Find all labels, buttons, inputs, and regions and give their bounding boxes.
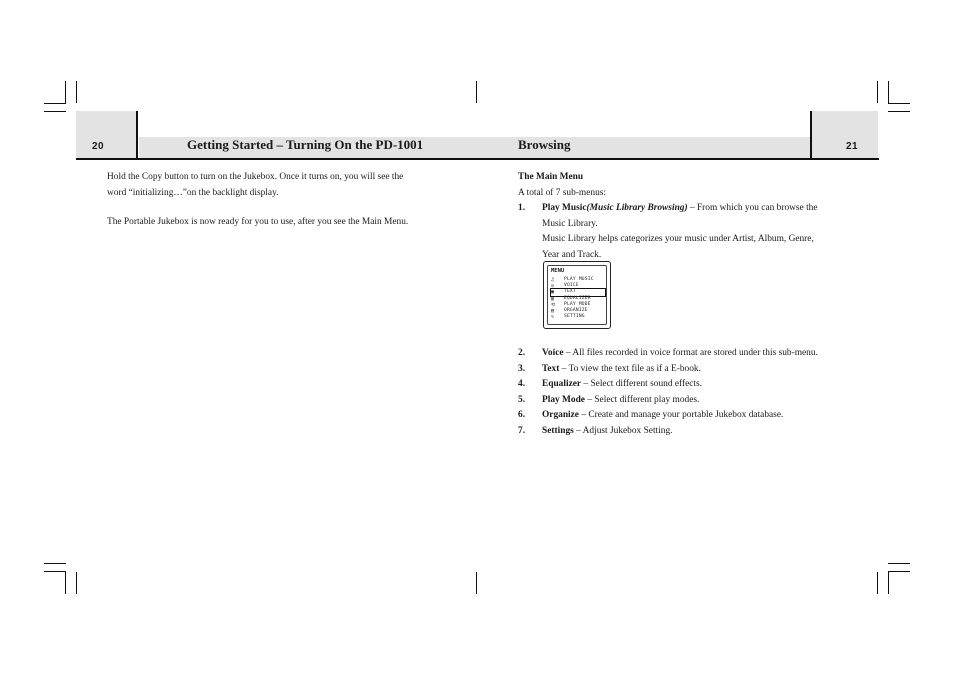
list-term: Equalizer: [542, 379, 582, 389]
voice-icon: ◎: [551, 283, 555, 290]
crop-mark: [877, 572, 878, 594]
list-desc: Year and Track.: [542, 249, 602, 260]
submenu-list: [518, 346, 868, 439]
crop-mark: [76, 572, 77, 594]
crop-mark: [888, 563, 910, 564]
header-band-left: [76, 111, 137, 158]
crop-mark: [888, 572, 889, 594]
crop-mark: [888, 111, 910, 112]
header-divider: [810, 111, 812, 159]
section-title-right: Browsing: [518, 137, 571, 152]
list-item: [518, 201, 868, 263]
list-desc: – All files recorded in voice format are stored under this sub-menu.: [563, 348, 818, 358]
music-note-icon: ♫: [551, 277, 555, 284]
header-divider: [136, 111, 138, 159]
section-title-left: Getting Started – Turning On the PD-1001: [187, 137, 424, 152]
paragraph: Hold the Copy button to turn on the Jukebox. Once it turns on, you will see the: [107, 172, 404, 182]
subheading: The Main Menu: [518, 172, 584, 182]
crop-mark: [76, 81, 77, 103]
text-icon: ▣: [551, 289, 555, 296]
list-desc: Music Library helps categorizes your music under Artist, Album, Genre,: [542, 234, 814, 244]
crop-mark: [888, 81, 889, 103]
list-item: [518, 346, 868, 362]
header-band-right: [812, 111, 878, 158]
intro-text: A total of 7 sub-menus:: [518, 187, 607, 198]
list-term: Play Music: [542, 203, 587, 213]
settings-icon: ✎: [551, 314, 555, 321]
list-desc: – Create and manage your portable Jukebox database.: [578, 410, 784, 420]
list-term: Voice: [542, 348, 564, 358]
list-number: 1.: [518, 203, 526, 213]
list-term-italic: (Music Library Browsing): [586, 203, 688, 213]
lcd-row-label: PLAY MODE: [564, 301, 591, 307]
organize-icon: ▤: [551, 308, 555, 315]
page-number-right: 21: [846, 141, 859, 152]
lcd-menu-list: [551, 277, 605, 320]
crop-mark: [888, 103, 910, 104]
list-item: [518, 362, 868, 378]
list-desc: – Select different play modes.: [584, 394, 700, 405]
list-desc: – Adjust Jukebox Setting.: [573, 425, 673, 436]
list-number: 5.: [518, 394, 526, 405]
equalizer-icon: ▥: [551, 295, 555, 302]
lcd-row-label: TEXT: [564, 289, 576, 295]
crop-mark: [476, 572, 477, 594]
lcd-row-label: SETTING: [564, 314, 585, 320]
crop-mark: [476, 81, 477, 103]
list-desc: – Select different sound effects.: [581, 379, 703, 389]
crop-mark: [44, 571, 66, 572]
paragraph: The Portable Jukebox is now ready for you to use, after you see the Main Menu.: [107, 217, 409, 227]
play-mode-icon: ⟲: [551, 301, 556, 308]
lcd-row-label: EQUALIZER: [564, 295, 591, 301]
right-page-body: [518, 170, 868, 263]
list-number: 3.: [518, 363, 526, 374]
crop-mark: [44, 103, 66, 104]
lcd-row-label: PLAY MUSIC: [564, 277, 594, 283]
lcd-row-setting: [551, 314, 605, 320]
list-desc: – To view the text file as if a E-book.: [559, 363, 701, 374]
left-page-body: [107, 170, 452, 231]
crop-mark: [65, 572, 66, 594]
list-term: Settings: [542, 425, 574, 436]
crop-mark: [877, 81, 878, 103]
list-item: [518, 424, 868, 440]
lcd-menu-title: MENU: [551, 268, 565, 274]
paragraph: word “initializing…”on the backlight display.: [107, 187, 279, 198]
list-item: [518, 377, 868, 393]
list-number: 2.: [518, 348, 526, 358]
crop-mark: [44, 111, 66, 112]
list-number: 6.: [518, 410, 526, 420]
list-desc: Music Library.: [542, 218, 598, 229]
list-item: [518, 408, 868, 424]
crop-mark: [44, 563, 66, 564]
list-desc: – From which you can browse the: [687, 203, 818, 213]
crop-mark: [65, 81, 66, 103]
header-rule: [76, 158, 879, 160]
lcd-row-label: ORGANIZE: [564, 308, 588, 314]
list-number: 7.: [518, 425, 526, 436]
list-number: 4.: [518, 379, 526, 389]
list-term: Text: [542, 363, 560, 374]
main-menu-screen-illustration: [543, 261, 611, 329]
page-number-left: 20: [92, 141, 105, 152]
list-term: Play Mode: [542, 394, 585, 405]
lcd-row-label: VOICE: [564, 283, 579, 289]
crop-mark: [888, 571, 910, 572]
list-item: [518, 393, 868, 409]
list-term: Organize: [542, 410, 579, 420]
lcd-display: [547, 265, 607, 325]
